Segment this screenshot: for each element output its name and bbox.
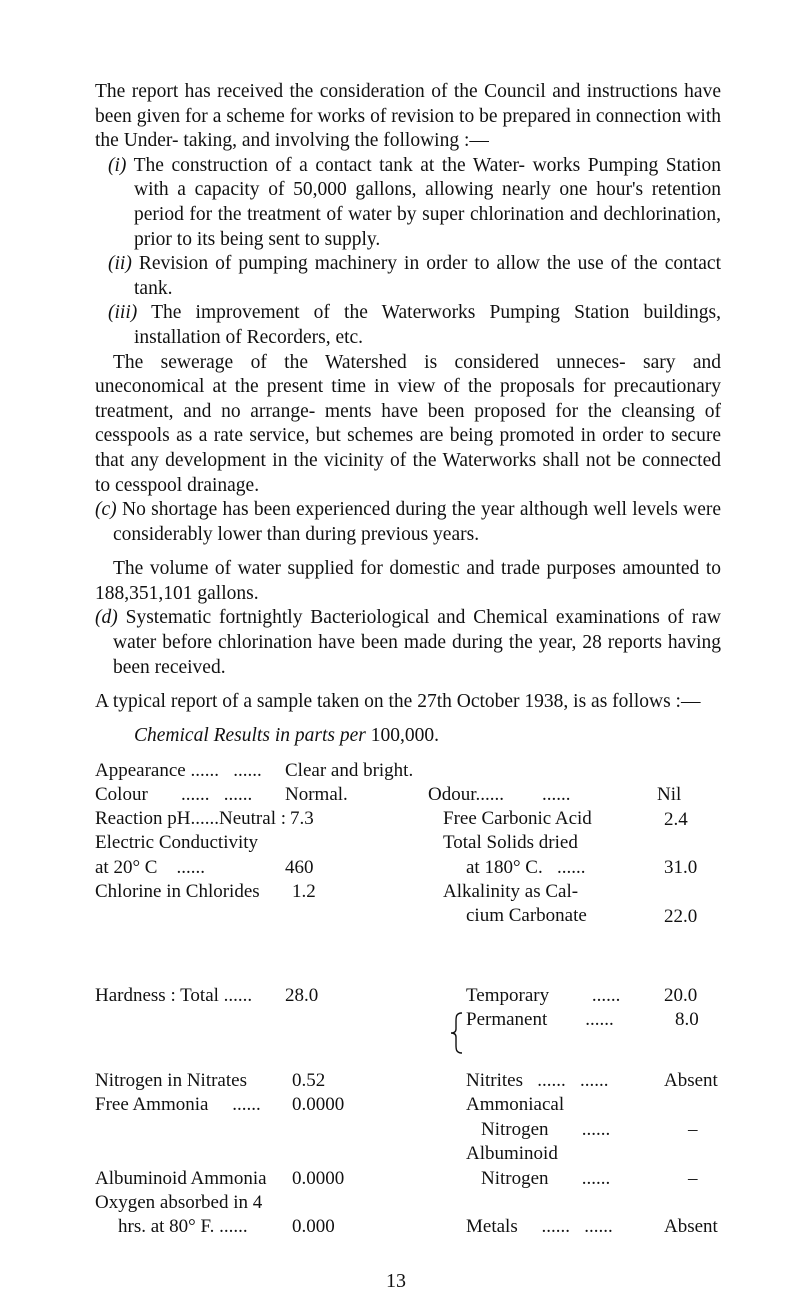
- sewerage-paragraph: The sewerage of the Watershed is considered unneces- sary and uneconomical at the present time in view of the proposals for precautionary treatment, and no arrange- ments have been proposed for the cleansing of cesspools as a rate service, but schemes are being promoted in order to secure that any development in the vicinity of the Waterworks shall not be connected to cesspool drainage.: [95, 351, 721, 496]
- ammoniacal-label: Ammoniacal: [466, 1094, 565, 1115]
- chlorine-value: 1.2: [292, 881, 316, 902]
- solids-label-2: at 180° C. ......: [466, 857, 586, 878]
- ammoniacal-value: –: [688, 1119, 698, 1140]
- volume-paragraph: The volume of water supplied for domestic and trade purposes amounted to 188,351,101 gallons.: [95, 558, 721, 604]
- nitrates-value: 0.52: [292, 1070, 326, 1091]
- section-d-label: (d): [95, 607, 118, 629]
- colour-label: Colour ...... ......: [95, 784, 253, 805]
- intro-paragraph: The report has received the consideration of the Council and instructions have been given for a scheme for works of revision to be prepared in connection with the Under- taking, and involving the following :—: [95, 81, 721, 152]
- temporary-value: 20.0: [664, 985, 698, 1006]
- item-iii-text: The improvement of the Waterworks Pumping Station buildings, installation of Recorders, etc.: [134, 302, 722, 348]
- item-iii-label: (iii): [108, 302, 138, 324]
- report-body: [95, 80, 721, 715]
- page-number: 13: [386, 1270, 406, 1292]
- temporary-label: Temporary ......: [466, 985, 621, 1006]
- section-c: [95, 498, 721, 547]
- item-iii: [95, 301, 721, 350]
- section-c-text: No shortage has been experienced during the year although well levels were considerably lower than during previous years.: [113, 499, 722, 545]
- reaction-label: Reaction pH......Neutral :: [95, 808, 287, 829]
- hardness-value: 28.0: [285, 985, 319, 1006]
- odour-value: Nil: [657, 784, 682, 805]
- odour-label: Odour...... ......: [428, 784, 571, 805]
- nitrites-value: Absent: [664, 1070, 718, 1091]
- typical-report-paragraph: A typical report of a sample taken on the 27th October 1938, is as follows :—: [95, 691, 701, 713]
- item-ii: [95, 252, 721, 301]
- item-ii-text: Revision of pumping machinery in order to allow the use of the contact tank.: [134, 253, 721, 299]
- section-d-text: Systematic fortnightly Bacteriological and Chemical examinations of raw water before chlorination have been made during the year, 28 reports having been received.: [113, 607, 722, 678]
- chlorine-label: Chlorine in Chlorides: [95, 881, 260, 902]
- section-c-label: (c): [95, 499, 117, 521]
- colour-value: Normal.: [285, 784, 348, 805]
- alkalinity-label: Alkalinity as Cal-: [443, 881, 579, 902]
- permanent-value: 8.0: [675, 1009, 699, 1030]
- appearance-label: Appearance ...... ......: [95, 760, 262, 781]
- metals-label: Metals ...... ......: [466, 1216, 613, 1237]
- carbonic-label: Free Carbonic Acid: [443, 808, 592, 829]
- permanent-label: Permanent ......: [466, 1009, 614, 1030]
- ammoniacal-label-2: Nitrogen ......: [481, 1119, 611, 1140]
- solids-value: 31.0: [664, 857, 698, 878]
- albuminoid-label-2: Nitrogen ......: [481, 1168, 611, 1189]
- item-ii-label: (ii): [108, 253, 132, 275]
- albuminoid-value: –: [688, 1168, 698, 1189]
- conductivity-value: 460: [285, 857, 314, 878]
- item-i: [95, 154, 721, 252]
- alkalinity-label-2: cium Carbonate: [466, 905, 587, 926]
- alkalinity-value: 22.0: [664, 906, 698, 927]
- albuminoid-ammonia-label: Albuminoid Ammonia: [95, 1168, 267, 1189]
- nitrates-label: Nitrogen in Nitrates: [95, 1070, 247, 1091]
- free-ammonia-value: 0.0000: [292, 1094, 345, 1115]
- hardness-brace-icon: [450, 1011, 464, 1055]
- oxygen-label-2: hrs. at 80° F. ......: [118, 1216, 248, 1237]
- hardness-label: Hardness : Total ......: [95, 985, 253, 1006]
- albuminoid-label: Albuminoid: [466, 1143, 558, 1164]
- free-ammonia-label: Free Ammonia ......: [95, 1094, 261, 1115]
- conductivity-label: Electric Conductivity: [95, 832, 259, 853]
- conductivity-label-2: at 20° C ......: [95, 857, 205, 878]
- section-d: [95, 606, 721, 680]
- carbonic-value: 2.4: [664, 809, 688, 830]
- nitrites-label: Nitrites ...... ......: [466, 1070, 609, 1091]
- item-i-label: (i): [108, 154, 127, 176]
- table-title-italic: Chemical Results in parts per: [134, 725, 366, 746]
- appearance-value: Clear and bright.: [285, 760, 414, 781]
- reaction-value: 7.3: [290, 808, 314, 829]
- metals-value: Absent: [664, 1216, 718, 1237]
- table-title: [134, 725, 694, 747]
- table-title-number: 100,000.: [370, 725, 439, 746]
- oxygen-label: Oxygen absorbed in 4: [95, 1192, 263, 1213]
- oxygen-value: 0.000: [292, 1216, 335, 1237]
- item-i-text: The construction of a contact tank at the Water- works Pumping Station with a capacity of 50,000 gallons, allowing nearly one hour's retention period for the treatment of water by super chlorination and dechlorination, prior to its being sent to supply.: [133, 154, 721, 250]
- albuminoid-ammonia-value: 0.0000: [292, 1168, 345, 1189]
- solids-label: Total Solids dried: [443, 832, 578, 853]
